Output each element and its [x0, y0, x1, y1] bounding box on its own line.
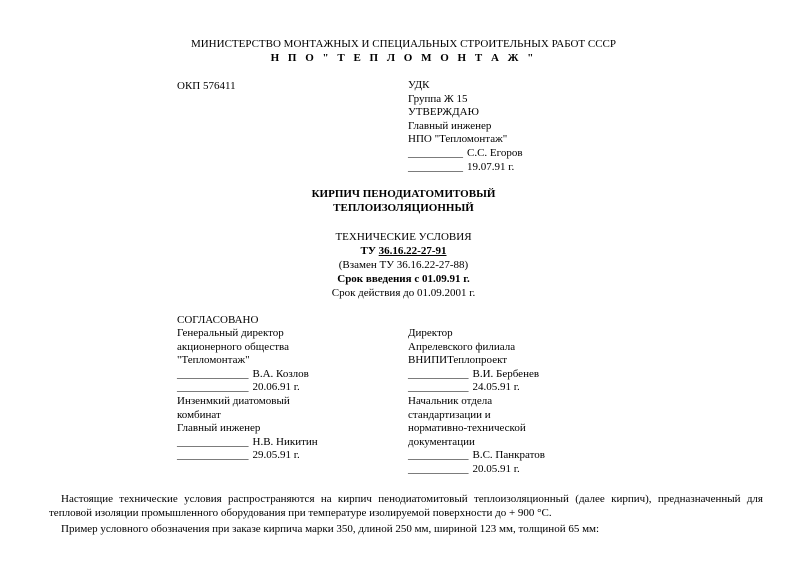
approve-label: УТВЕРЖДАЮ: [408, 106, 479, 119]
signer-left1-line2: акционерного общества: [177, 340, 289, 353]
signer-left1-line1: Генеральный директор: [177, 327, 284, 339]
signer-left1-line3: "Тепломонтаж": [177, 354, 250, 367]
signer-left1-signature: [177, 368, 318, 382]
sign-date: 24.05.91 г.: [472, 381, 520, 394]
document-title-line2: ТЕПЛОИЗОЛЯЦИОННЫЙ: [333, 202, 474, 214]
signer-right1-line2: Апрелевского филиала: [408, 340, 516, 353]
example-paragraph: Пример условного обозначения при заказе кирпича марки 350, длиной 250 мм, шириной 123 мм, толщиной 65 мм:: [61, 523, 600, 535]
npo-title: Н П О " Т Е П Л О М О Н Т А Ж ": [270, 52, 537, 64]
signature-blank: ___________: [408, 449, 469, 462]
date-blank: __________: [408, 160, 463, 173]
signer-left1-date: [177, 381, 318, 395]
signature-blank: _____________: [177, 367, 249, 380]
signer-left2-signature: [177, 436, 318, 450]
ministry-title: МИНИСТЕРСТВО МОНТАЖНЫХ И СПЕЦИАЛЬНЫХ СТРОИТЕЛЬНЫХ РАБОТ СССР: [190, 38, 617, 50]
signer-name: Н.В. Никитин: [252, 435, 318, 448]
approver-org: НПО "Тепломонтаж": [408, 133, 508, 146]
date-blank: _____________: [177, 381, 249, 394]
spec-label: ТЕХНИЧЕСКИЕ УСЛОВИЯ: [335, 231, 472, 243]
validity-date: Срок действия до 01.09.2001 г.: [331, 287, 476, 299]
signer-right2-line3: нормативно-технической: [408, 422, 526, 435]
signer-name: В.С. Панкратов: [472, 449, 545, 462]
signer-right2-signature: [408, 449, 545, 463]
signer-name: В.А. Козлов: [252, 367, 309, 380]
sign-date: 29.05.91 г.: [252, 449, 300, 462]
approver-position: Главный инженер: [408, 119, 492, 132]
approver-name: С.С. Егоров: [467, 146, 523, 159]
signer-right2-line1: Начальник отдела: [408, 394, 493, 407]
signature-blank: ___________: [408, 367, 469, 380]
tu-prefix: ТУ: [360, 245, 379, 257]
signer-right1-line1: Директор: [408, 327, 453, 339]
date-blank: _____________: [177, 449, 249, 462]
signature-blank: __________: [408, 146, 463, 159]
approver-signature-line: [408, 147, 523, 161]
signer-right2-date: [408, 463, 545, 477]
approver-date-line: [408, 161, 523, 175]
signer-right1-signature: [408, 368, 545, 382]
tu-number: 36.16.22-27-91: [378, 245, 447, 257]
group-label: Группа Ж 15: [408, 92, 468, 105]
okp-code: ОКП 576411: [177, 80, 236, 92]
sign-date: 20.06.91 г.: [252, 381, 300, 394]
replaces-note: (Взамен ТУ 36.16.22-27-88): [338, 259, 469, 271]
intro-date: Срок введения с 01.09.91 г.: [337, 273, 470, 285]
scope-paragraph: Настоящие технические условия распространяются на кирпич пенодиатомитовый теплоизоляционный (далее кирпич), предназначенный для тепловой изоляции промышленного оборудования при температуре изолируемой поверхности до + 900 °С.: [49, 493, 763, 519]
signer-right2-line4: документации: [408, 435, 475, 448]
date-blank: ___________: [408, 462, 469, 475]
udk-label: УДК: [408, 79, 430, 91]
tu-number-line: [0, 244, 807, 258]
signature-blank: _____________: [177, 435, 249, 448]
agreed-right-column: [408, 327, 545, 477]
signer-name: В.И. Бербенев: [472, 367, 540, 380]
sign-date: 20.05.91 г.: [472, 462, 520, 475]
approval-block: [408, 79, 523, 174]
approval-date: 19.07.91 г.: [467, 160, 515, 173]
signer-right1-line3: ВНИПИТеплопроект: [408, 354, 508, 367]
signer-right1-date: [408, 381, 545, 395]
signer-left2-line3: Главный инженер: [177, 422, 261, 435]
signer-left2-date: [177, 449, 318, 463]
signer-left2-line1: Инзенмкий диатомовый: [177, 394, 290, 407]
document-title-line1: КИРПИЧ ПЕНОДИАТОМИТОВЫЙ: [311, 188, 496, 200]
agreed-left-column: [177, 327, 318, 463]
signer-left2-line2: комбинат: [177, 408, 221, 421]
signer-right2-line2: стандартизации и: [408, 408, 491, 421]
agreed-heading: СОГЛАСОВАНО: [177, 314, 259, 326]
date-blank: ___________: [408, 381, 469, 394]
